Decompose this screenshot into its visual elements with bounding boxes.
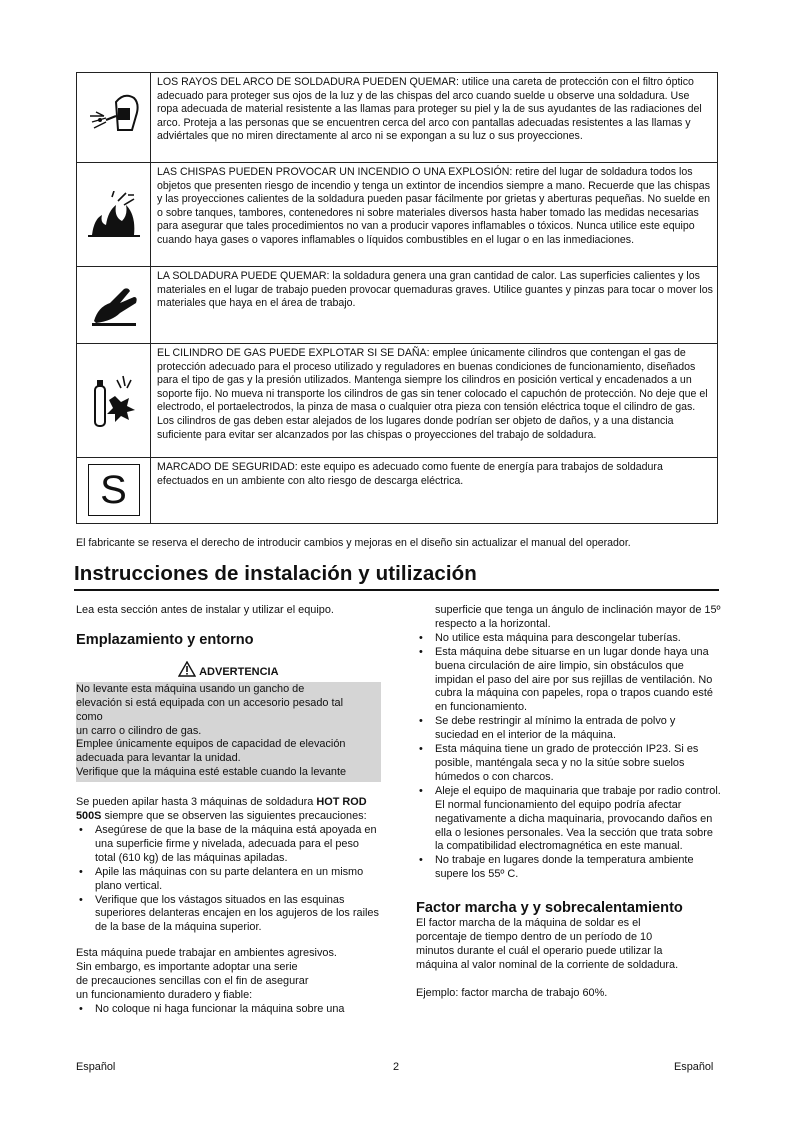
- list-item: • Apile las máquinas con su parte delantera en un mismo plano vertical.: [95, 866, 381, 894]
- page-number: 2: [393, 1061, 400, 1073]
- warning-line: adecuada para levantar la unidad.: [76, 752, 241, 765]
- stacking-list: [76, 824, 381, 935]
- stacking-paragraph: [76, 796, 381, 824]
- duty-cycle-line: máquina al valor nominal de la corriente de soldadura.: [416, 958, 679, 971]
- safety-warnings-table: [76, 72, 718, 524]
- section-title: Instrucciones de instalación y utilización: [74, 562, 477, 585]
- list-item: • No utilice esta máquina para descongelar tuberías.: [435, 632, 721, 646]
- intro-text: Lea esta sección antes de instalar y utilizar el equipo.: [76, 604, 334, 616]
- duty-cycle-heading: Factor marcha y y sobrecalentamiento: [416, 900, 683, 917]
- list-item: • Esta máquina tiene un grado de protección IP23. Si es posible, manténgala seca y no la sitúe sobre suelos húmedos o con charcos.: [435, 743, 721, 785]
- safety-text: LAS CHISPAS PUEDEN PROVOCAR UN INCENDIO O UNA EXPLOSIÓN: retire del lugar de soldadura todos los objetos que presenten riesgo de incendio y tenga un extintor de incendios siempre a mano. Recuerde que las chispas y las proyecciones calientes de la soldadura pueden pasar fácilmente por grietas y aberturas pequeñas. No suelde en o sobre tanques, tambores, contenedores ni sobre materiales diversos hasta haber tomado las medidas necesarias para asegurar que tales procedimientos no van a producir vapores inflamables o tóxicos. Nunca utilice este equipo cuando haya gases o vapores inflamables o líquidos combustibles en el lugar o en las inmediaciones.: [151, 163, 718, 267]
- stacking-text: siempre que se observen las siguientes precauciones:: [101, 810, 367, 823]
- warning-box: [76, 682, 381, 782]
- warning-triangle-icon: [178, 661, 196, 677]
- safety-text: MARCADO DE SEGURIDAD: este equipo es adecuado como fuente de energía para trabajos de soldadura efectuados en un ambiente con alto riesgo de descarga eléctrica.: [151, 458, 718, 524]
- right-column: [416, 604, 721, 1001]
- location-heading: Emplazamiento y entorno: [76, 631, 254, 648]
- gas-cylinder-explosion-icon: [89, 372, 139, 428]
- manufacturer-note: El fabricante se reserva el derecho de introducir cambios y mejoras en el diseño sin actualizar el manual del operador.: [76, 537, 631, 549]
- environment-line: Esta máquina puede trabajar en ambientes agresivos.: [76, 947, 337, 960]
- duty-cycle-line: El factor marcha de la máquina de soldar es el: [416, 917, 641, 930]
- duty-cycle-line: porcentaje de tiempo dentro de un período de 10: [416, 931, 653, 944]
- safety-row: [77, 163, 718, 267]
- duty-cycle-example: Ejemplo: factor marcha de trabajo 60%.: [416, 986, 608, 999]
- left-column: [76, 604, 381, 1017]
- safety-text: LA SOLDADURA PUEDE QUEMAR: la soldadura genera una gran cantidad de calor. Las superficies calientes y los materiales en el lugar de trabajo pueden provocar quemaduras graves. Utilice guantes y pinzas para tocar o mover los materiales que haya en el área de trabajo.: [151, 267, 718, 344]
- safety-icon-cell: [77, 344, 151, 458]
- list-item: • Asegúrese de que la base de la máquina está apoyada en una superficie firme y nivelada, adecuada para el peso total (610 kg) de las máquinas apiladas.: [95, 824, 381, 866]
- warning-heading: [76, 661, 381, 680]
- warning-line: como: [76, 710, 103, 723]
- environment-paragraph: [76, 947, 381, 1003]
- section-title-rule: [74, 589, 719, 591]
- warning-line: un carro o cilindro de gas.: [76, 724, 202, 737]
- list-item: • Se debe restringir al mínimo la entrada de polvo y suciedad en el interior de la máquina.: [435, 715, 721, 743]
- warning-line: elevación si está equipada con un accesorio pesado tal: [76, 696, 344, 709]
- safety-row: [77, 344, 718, 458]
- safety-row: [77, 267, 718, 344]
- model-name: HOT ROD 500S: [76, 796, 367, 823]
- safety-icon-cell: [77, 163, 151, 267]
- footer-language-left: Español: [76, 1061, 116, 1073]
- warning-line: No levante esta máquina usando un gancho de: [76, 682, 305, 695]
- stacking-text: Se pueden apilar hasta 3 máquinas de soldadura: [76, 796, 317, 809]
- safety-row: [77, 73, 718, 163]
- list-item: • Aleje el equipo de maquinaria que trabaje por radio control. El normal funcionamiento del equipo podría afectar negativamente a dicha maquinaria, provocando daños en ella o lesiones personales. Vea la sección que trata sobre la compatibilidad electromagnética en este manual.: [435, 785, 721, 855]
- safety-icon-cell: [77, 458, 151, 524]
- environment-list-continued: [416, 632, 721, 882]
- continuation-text: superficie que tenga un ángulo de inclinación mayor de 15º respecto a la horizontal.: [435, 604, 721, 630]
- arc-rays-welder-icon: [86, 92, 142, 142]
- safety-icon-cell: [77, 267, 151, 344]
- fire-explosion-icon: [88, 191, 140, 237]
- list-item: • No coloque ni haga funcionar la máquina sobre una: [95, 1003, 381, 1017]
- list-item: • Verifique que los vástagos situados en las esquinas superiores delanteras encajen en los agujeros de los railes de la base de la máquina superior.: [95, 894, 381, 936]
- environment-line: un funcionamiento duradero y fiable:: [76, 988, 253, 1001]
- environment-line: Sin embargo, es importante adoptar una serie: [76, 961, 298, 974]
- safety-icon-cell: [77, 73, 151, 163]
- s-safety-mark-icon: S: [88, 464, 140, 516]
- environment-list: [76, 1003, 381, 1017]
- safety-text: EL CILINDRO DE GAS PUEDE EXPLOTAR SI SE DAÑA: emplee únicamente cilindros que contengan el gas de protección adecuado para el proceso utilizado y reguladores en buenas condiciones de funcionamiento, diseñados para el tipo de gas y la presión utilizados. Mantenga siempre los cilindros en posición vertical y encadenados a un soporte fijo. No mueva ni transporte los cilindros de gas sin tener colocado el capuchón de protección. No deje que el electrodo, el portaelectrodos, la pinza de masa o cualquier otra pieza con tensión eléctrica toque el cilindro de gas. Los cilindros de gas deben estar alejados de los lugares donde podrían ser objeto de daños, y a una distancia suficiente para evitar ser alcanzados por las chispas o proyecciones del trabajo de soldadura.: [151, 344, 718, 458]
- list-item: • Esta máquina debe situarse en un lugar donde haya una buena circulación de aire limpio, sin obstáculos que impidan el paso del aire por sus rejillas de ventilación. No cubra la máquina con papeles, ropa o trapos cuando esté en funcionamiento.: [435, 646, 721, 716]
- duty-cycle-paragraph: [416, 917, 721, 973]
- warning-label: ADVERTENCIA: [199, 665, 279, 678]
- footer-language-right: Español: [674, 1061, 714, 1073]
- list-item: • No trabaje en lugares donde la temperatura ambiente supere los 55º C.: [435, 854, 721, 882]
- safety-text: LOS RAYOS DEL ARCO DE SOLDADURA PUEDEN QUEMAR: utilice una careta de protección con el filtro óptico adecuado para proteger sus ojos de la luz y de las chispas del arco cuando suelde u observe una soldadura. Use ropa adecuada de material resistente a las llamas para proteger su piel y la de sus ayudantes de las radiaciones del arco. Proteja a las personas que se encuentren cerca del arco con pantallas adecuadas resistentes a las llamas y adviértales que no miren directamente al arco ni se expongan a su luz o sus proyecciones.: [151, 73, 718, 163]
- safety-row: [77, 458, 718, 524]
- duty-cycle-line: minutos durante el cuál el operario puede utilizar la: [416, 944, 663, 957]
- warning-line: Verifique que la máquina esté estable cuando la levante: [76, 766, 347, 779]
- warning-line: Emplee únicamente equipos de capacidad de elevación: [76, 738, 346, 751]
- environment-line: de precauciones sencillas con el fin de asegurar: [76, 975, 309, 988]
- hot-surface-hand-icon: [90, 283, 138, 327]
